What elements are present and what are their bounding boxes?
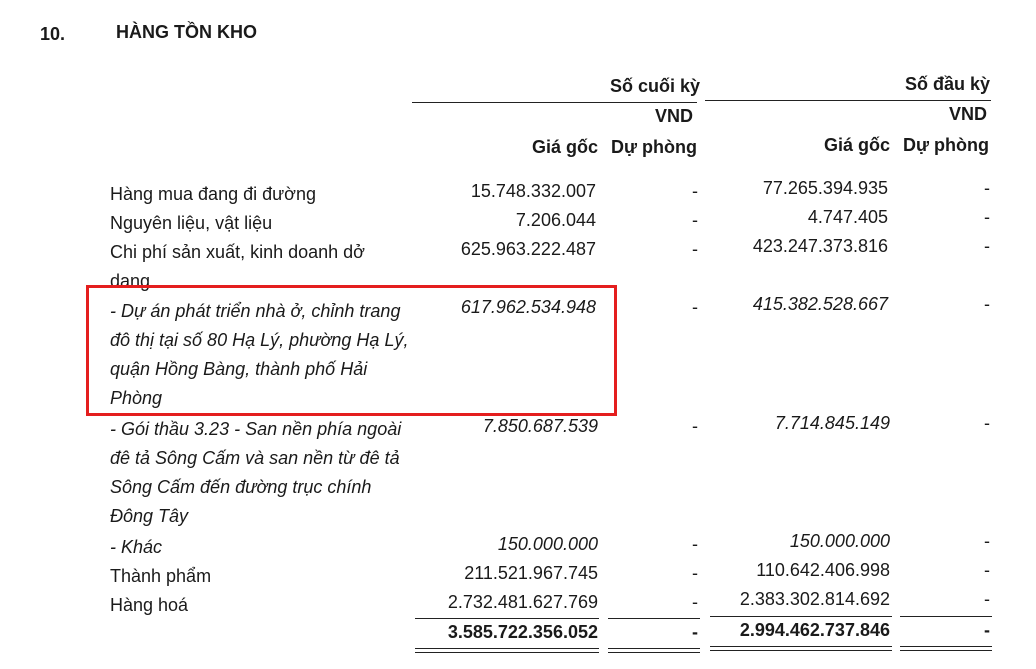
row-label: Chi phí sản xuất, kinh doanh dở dang (110, 242, 365, 291)
cell-begin-cost: 150.000.000 (789, 531, 890, 551)
total-end-cost: 3.585.722.356.052 (447, 622, 598, 642)
row-label: Hàng mua đang đi đường (110, 184, 316, 204)
cell-begin-cost: 77.265.394.935 (762, 178, 888, 198)
cell-end-provision: - (692, 592, 698, 612)
total-begin-cost: 2.994.462.737.846 (739, 620, 890, 640)
cell-end-cost: 625.963.222.487 (460, 239, 596, 259)
cell-end-provision: - (692, 297, 698, 317)
cell-end-provision: - (692, 210, 698, 230)
cell-end-provision: - (692, 534, 698, 554)
cell-begin-provision: - (984, 178, 990, 198)
header-rule-begin (705, 100, 991, 101)
cell-begin-provision: - (984, 413, 990, 433)
cell-end-provision: - (692, 239, 698, 259)
currency-begin: VND (949, 104, 988, 124)
cell-begin-provision: - (984, 589, 990, 609)
row-label: Hàng hoá (110, 595, 189, 615)
cell-end-cost: 7.206.044 (515, 210, 596, 230)
row-label: Thành phẩm (110, 566, 212, 586)
cell-begin-provision: - (984, 294, 990, 314)
cell-end-provision: - (692, 181, 698, 201)
row-label: - Gói thầu 3.23 - San nền phía ngoài đê tả Sông Cấm và san nền từ đê tả Sông Cấm đến đường trục chính Đông Tây (110, 419, 402, 526)
cell-begin-cost: 110.642.406.998 (756, 560, 890, 580)
cell-end-cost: 2.732.481.627.769 (447, 592, 598, 612)
header-rule-end (412, 102, 697, 103)
subtotal-rule (900, 616, 992, 617)
total-begin-provision: - (984, 620, 990, 640)
subtotal-rule (608, 618, 700, 619)
header-provision-end: Dự phòng (611, 137, 698, 157)
total-end-provision: - (692, 622, 698, 642)
total-double-rule (900, 646, 992, 651)
cell-end-cost: 150.000.000 (497, 534, 598, 554)
cell-end-cost: 617.962.534.948 (460, 297, 596, 317)
cell-begin-cost: 7.714.845.149 (774, 413, 890, 433)
row-label: - Khác (110, 537, 163, 557)
cell-end-cost: 7.850.687.539 (482, 416, 598, 436)
currency-end: VND (655, 106, 694, 126)
total-double-rule (415, 648, 599, 653)
cell-end-provision: - (692, 416, 698, 436)
header-provision-begin: Dự phòng (903, 135, 990, 155)
header-cost-end: Giá gốc (532, 137, 599, 157)
highlight-box (86, 285, 617, 416)
total-double-rule (710, 646, 892, 651)
section-number: 10. (40, 24, 66, 44)
row-label: Nguyên liệu, vật liệu (110, 213, 273, 233)
cell-end-provision: - (692, 563, 698, 583)
section-title: HÀNG TỒN KHO (116, 22, 257, 42)
total-double-rule (608, 648, 700, 653)
header-begin-period: Số đầu kỳ (905, 74, 991, 94)
cell-end-cost: 211.521.967.745 (464, 563, 598, 583)
cell-begin-cost: 2.383.302.814.692 (739, 589, 890, 609)
cell-begin-cost: 4.747.405 (807, 207, 888, 227)
row-label: - Dự án phát triển nhà ở, chỉnh trang đô thị tại số 80 Hạ Lý, phường Hạ Lý, quận Hồng Bàng, thành phố Hải Phòng (110, 301, 409, 408)
header-cost-begin: Giá gốc (824, 135, 891, 155)
cell-begin-provision: - (984, 531, 990, 551)
header-end-period: Số cuối kỳ (610, 76, 701, 96)
cell-begin-provision: - (984, 207, 990, 227)
cell-end-cost: 15.748.332.007 (470, 181, 596, 201)
cell-begin-cost: 415.382.528.667 (752, 294, 888, 314)
cell-begin-provision: - (984, 560, 990, 580)
cell-begin-provision: - (984, 236, 990, 256)
cell-begin-cost: 423.247.373.816 (752, 236, 888, 256)
subtotal-rule (415, 618, 599, 619)
subtotal-rule (710, 616, 892, 617)
